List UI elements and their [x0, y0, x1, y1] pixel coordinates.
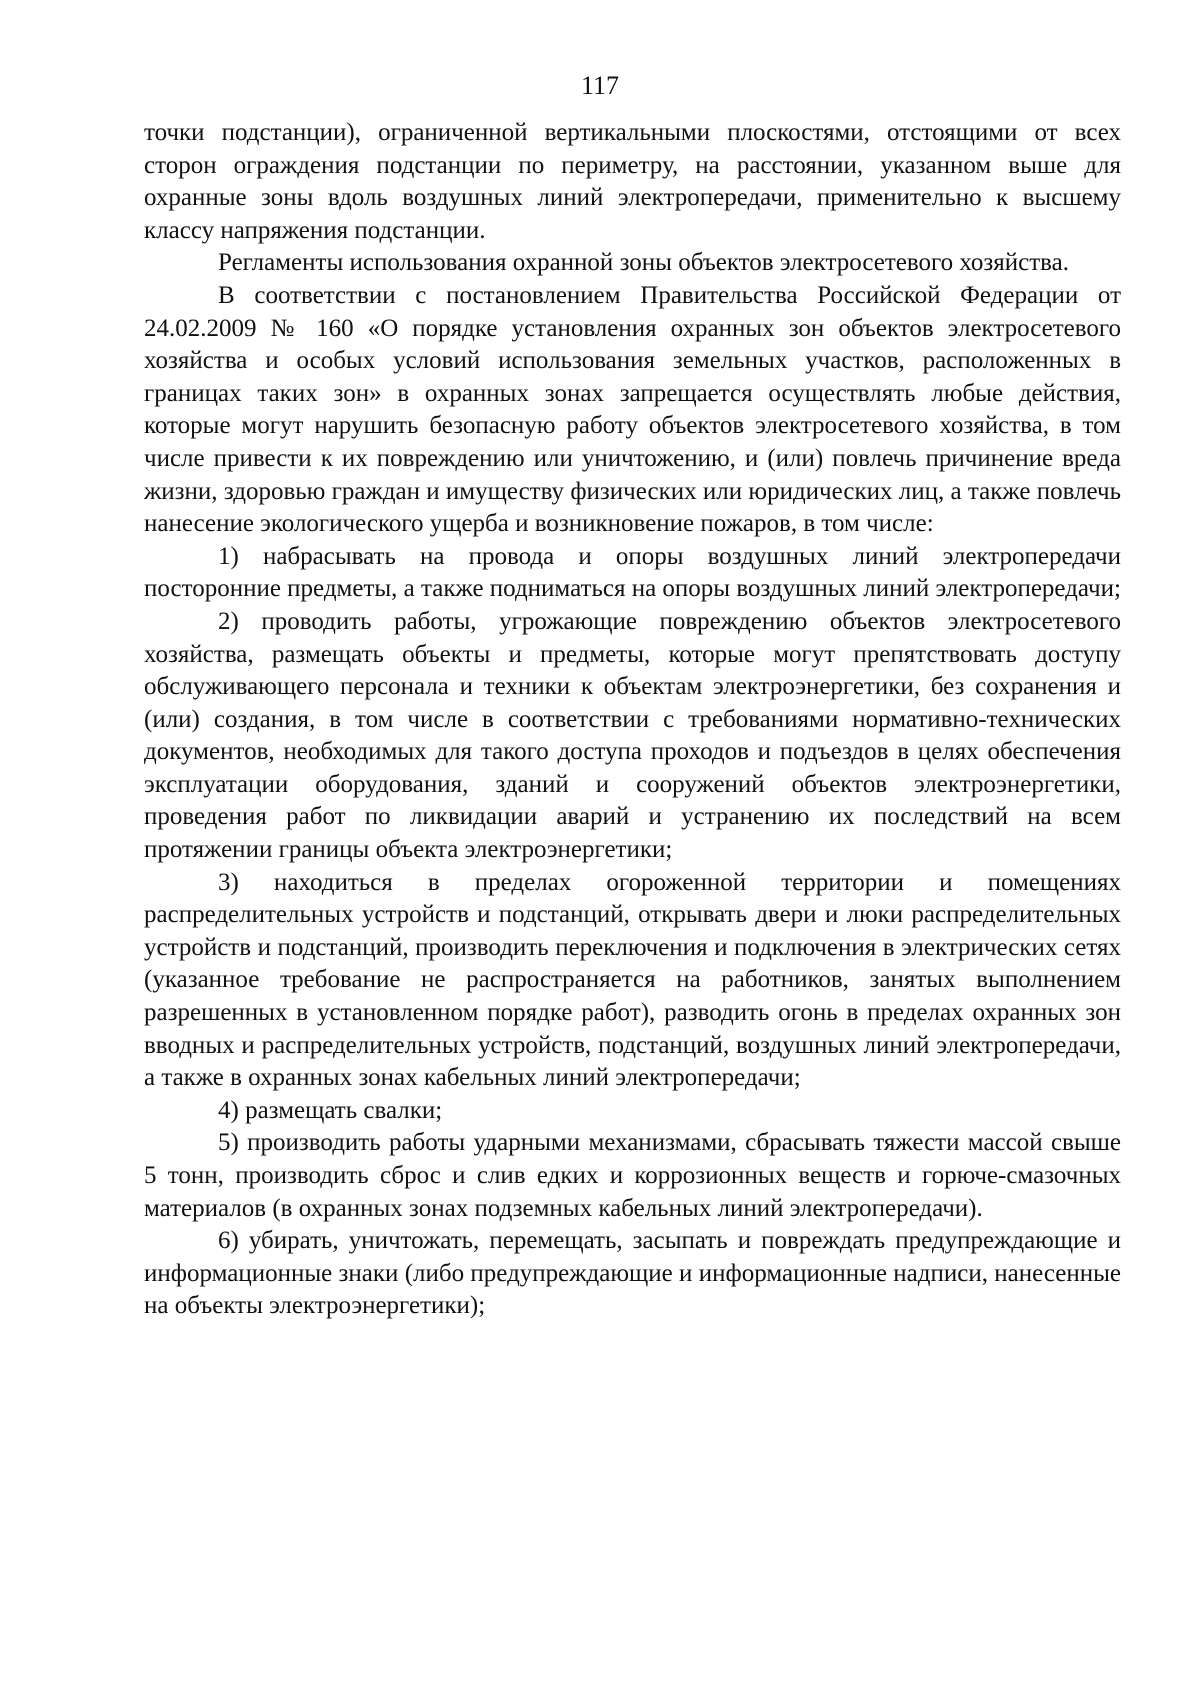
paragraph-substation-zone: точки подстанции), ограниченной вертикальными плоскостями, отстоящими от всех сторон ограждения подстанции по периметру, на расстоянии, указанном выше для охранные зоны вдоль воздушных линий электропередачи, применительно к высшему классу напряжения подстанции.	[144, 119, 1121, 244]
page-number: 117	[580, 71, 620, 100]
paragraph-regulations-heading: Регламенты использования охранной зоны объектов электросетевого хозяйства.	[218, 249, 1070, 277]
list-item-1: 1) набрасывать на провода и опоры воздушных линий электропередачи посторонние предметы, а также подниматься на опоры воздушных линий электропередачи;	[144, 542, 1121, 603]
document-body	[144, 117, 1121, 1323]
list-item-2: 2) проводить работы, угрожающие повреждению объектов электросетевого хозяйства, размещать объекты и предметы, которые могут препятствовать доступу обслуживающего персонала и техники к объектам электроэнергетики, без сохранения и (или) создания, в том числе в соответствии с требованиями нормативно-технических документов, необходимых для такого доступа проходов и подъездов в целях обеспечения эксплуатации оборудования, зданий и сооружений объектов электроэнергетики, проведения работ по ликвидации аварий и устранению их последствий на всем протяжении границы объекта электроэнергетики;	[144, 607, 1121, 864]
paragraph-government-decree: В соответствии с постановлением Правительства Российской Федерации от 24.02.2009 № 160 «О порядке установления охранных зон объектов электросетевого хозяйства и особых условий использования земельных участков, расположенных в границах таких зон» в охранных зонах запрещается осуществлять любые действия, которые могут нарушить безопасную работу объектов электросетевого хозяйства, в том числе привести к их повреждению или уничтожению, и (или) повлечь причинение вреда жизни, здоровью граждан и имуществу физических или юридических лиц, а также повлечь нанесение экологического ущерба и возникновение пожаров, в том числе:	[144, 281, 1121, 538]
list-item-6: 6) убирать, уничтожать, перемещать, засыпать и повреждать предупреждающие и информационные знаки (либо предупреждающие и информационные надписи, нанесенные на объекты электроэнергетики);	[144, 1227, 1121, 1320]
list-item-5: 5) производить работы ударными механизмами, сбрасывать тяжести массой свыше 5 тонн, производить сброс и слив едких и коррозионных веществ и горюче-смазочных материалов (в охранных зонах подземных кабельных линий электропередачи).	[144, 1129, 1121, 1222]
list-item-4: 4) размещать свалки;	[218, 1096, 443, 1124]
list-item-3: 3) находиться в пределах огороженной территории и помещениях распределительных устройств и подстанций, открывать двери и люки распределительных устройств и подстанций, производить переключения и подключения в электрических сетях (указанное требование не распространяется на работников, занятых выполнением разрешенных в установленном порядке работ), разводить огонь в пределах охранных зон вводных и распределительных устройств, подстанций, воздушных линий электропередачи, а также в охранных зонах кабельных линий электропередачи;	[144, 868, 1121, 1092]
